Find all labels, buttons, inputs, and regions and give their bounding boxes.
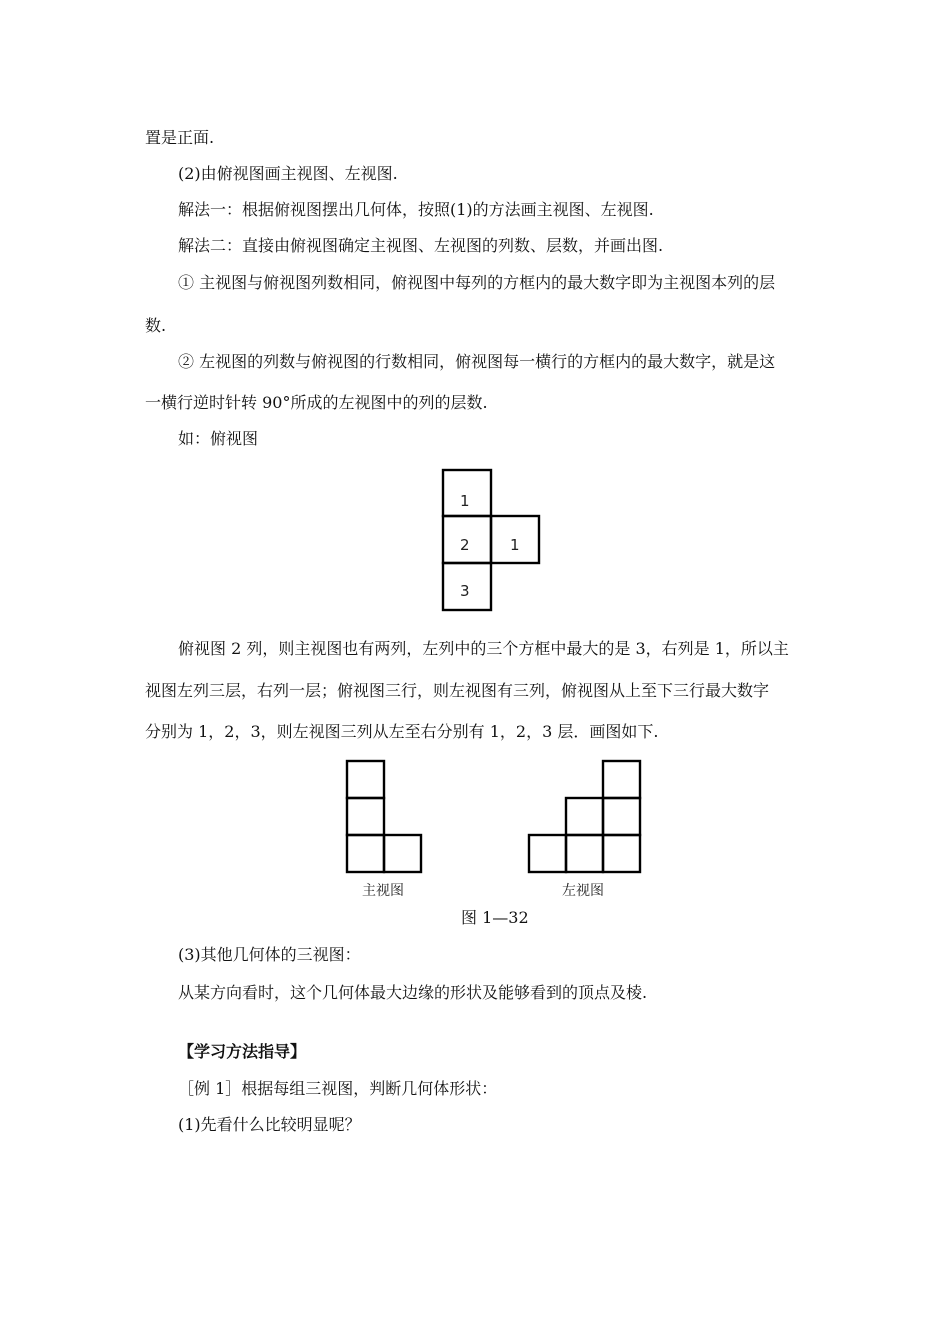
example-1-question: (1)先看什么比较明显呢？ — [178, 1115, 361, 1134]
paragraph-rule-1-line-1: ① 主视图与俯视图列数相同，俯视图中每列的方框内的最大数字即为主视图本列的层 — [178, 273, 776, 292]
front-view-cell-3 — [347, 835, 384, 872]
left-view-cell-3 — [566, 835, 603, 872]
figure-caption: 图 1—32 — [461, 908, 529, 927]
paragraph-analysis-line-3: 分别为 1，2，3，则左视图三列从左至右分别有 1，2，3 层．画图如下. — [145, 722, 659, 741]
front-view-cell-4 — [384, 835, 421, 872]
paragraph-rule-2-line-2: 一横行逆时针转 90°所成的左视图中的列的层数. — [145, 393, 488, 412]
paragraph-edge-rule: 从某方向看时，这个几何体最大边缘的形状及能够看到的顶点及棱. — [178, 983, 648, 1002]
left-view-label: 左视图 — [562, 883, 604, 899]
paragraph-continuation: 置是正面. — [145, 128, 215, 147]
top-view-number-r1c1: 1 — [460, 492, 470, 510]
front-view-cell-2 — [347, 798, 384, 835]
paragraph-step-2: (2)由俯视图画主视图、左视图. — [178, 164, 398, 183]
left-view-cell-1 — [529, 835, 566, 872]
left-view-cell-6 — [603, 835, 640, 872]
paragraph-analysis-line-1: 俯视图 2 列，则主视图也有两列，左列中的三个方框中最大的是 3，右列是 1，所以主 — [178, 639, 789, 658]
section-heading: 【学习方法指导】 — [178, 1042, 307, 1061]
paragraph-step-3: (3)其他几何体的三视图： — [178, 945, 361, 964]
paragraph-example-intro: 如：俯视图 — [178, 429, 259, 448]
top-view-number-r3c1: 3 — [460, 582, 470, 600]
front-left-views-figure — [340, 756, 650, 906]
top-view-number-r2c2: 1 — [510, 536, 520, 554]
front-view-label: 主视图 — [362, 883, 404, 899]
paragraph-method-2: 解法二：直接由俯视图确定主视图、左视图的列数、层数，并画出图. — [178, 236, 664, 255]
paragraph-method-1: 解法一：根据俯视图摆出几何体，按照(1)的方法画主视图、左视图. — [178, 200, 654, 219]
left-view-cell-4 — [603, 761, 640, 798]
front-view-cell-1 — [347, 761, 384, 798]
left-view-cell-2 — [566, 798, 603, 835]
top-view-figure — [440, 467, 544, 619]
top-view-number-r2c1: 2 — [460, 536, 470, 554]
paragraph-analysis-line-2: 视图左列三层，右列一层；俯视图三行，则左视图有三列，俯视图从上至下三行最大数字 — [145, 681, 770, 700]
left-view-cell-5 — [603, 798, 640, 835]
paragraph-rule-2-line-1: ② 左视图的列数与俯视图的行数相同，俯视图每一横行的方框内的最大数字，就是这 — [178, 352, 776, 371]
paragraph-rule-1-line-2: 数. — [145, 316, 167, 335]
example-1-statement: ［例 1］根据每组三视图，判断几何体形状： — [178, 1079, 498, 1098]
